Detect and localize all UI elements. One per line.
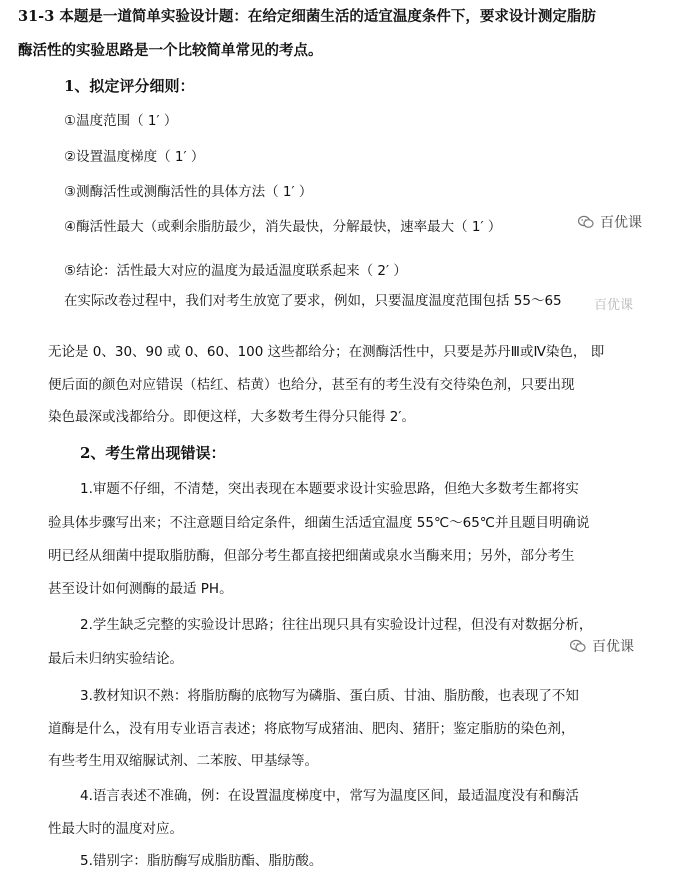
error3-line-1: 3.教材知识不熟：将脂肪酶的底物写为磷脂、蛋白质、甘油、脂肪酸，也表现了不知 [80, 688, 579, 704]
watermark-text: 百优课 [592, 639, 634, 655]
score-item-4: ④酶活性最大（或剩余脂肪最少，消失最快，分解最快，速率最大（ 1′ ） [64, 219, 502, 235]
error1-line-2: 验具体步骤写出来；不注意题目给定条件，细菌生活适宜温度 55℃～65℃并且题目明确说 [48, 515, 590, 531]
para1-line-3: 便后面的颜色对应错误（桔红、桔黄）也给分，甚至有的考生没有交待染色剂，只要出现 [48, 377, 575, 393]
error3-line-2: 道酶是什么，没有用专业语言表述；将底物写成猪油、肥肉、猪肝；鉴定脂肪的染色剂， [48, 721, 575, 737]
error5-line: 5.错别字：脂肪酶写成脂肪酯、脂肪酸。 [80, 853, 323, 869]
watermark-text: 百优课 [600, 215, 642, 231]
error4-line-2: 性最大时的温度对应。 [48, 821, 183, 837]
error1-line-1: 1.审题不仔细，不清楚，突出表现在本题要求设计实验思路，但绝大多数考生都将实 [80, 481, 579, 497]
error3-line-3: 有些考生用双缩脲试剂、二苯胺、甲基绿等。 [48, 753, 318, 769]
intro-line-1: 31-3 本题是一道简单实验设计题：在给定细菌生活的适宜温度条件下，要求设计测定脂肪 [18, 8, 596, 25]
score-item-5: ⑤结论：活性最大对应的温度为最适温度联系起来（ 2′ ） [64, 263, 407, 279]
watermark-top [578, 212, 642, 232]
para1-line-1: 在实际改卷过程中，我们对考生放宽了要求，例如，只要温度温度范围包括 55～65 [64, 293, 562, 309]
error4-line-1: 4.语言表述不准确，例：在设置温度梯度中，常写为温度区间，最适温度没有和酶活 [80, 788, 579, 804]
error1-line-4: 甚至设计如何测酶的最适 PH。 [48, 581, 233, 597]
para1-line-2: 无论是 0、30、90 或 0、60、100 这些都给分；在测酶活性中，只要是苏丹Ⅲ或Ⅳ染色， 即 [48, 344, 605, 360]
score-item-2: ②设置温度梯度（ 1′ ） [64, 149, 205, 165]
section2-heading: 2、考生常出现错误： [80, 444, 226, 462]
wechat-icon [570, 639, 586, 653]
para1-line-4: 染色最深或浅都给分。即便这样，大多数考生得分只能得 2′。 [48, 409, 415, 425]
wechat-icon [578, 215, 594, 229]
overlap-watermark: 百优课 [594, 298, 634, 313]
error2-line-1: 2.学生缺乏完整的实验设计思路；往往出现只具有实验设计过程，但没有对数据分析， [80, 617, 593, 633]
watermark-middle [570, 636, 634, 656]
score-item-1: ①温度范围（ 1′ ） [64, 113, 178, 129]
error2-line-2: 最后未归纳实验结论。 [48, 651, 183, 667]
section1-heading: 1、拟定评分细则： [64, 77, 195, 95]
error1-line-3: 明已经从细菌中提取脂肪酶，但部分考生都直接把细菌或泉水当酶来用；另外，部分考生 [48, 548, 575, 564]
intro-line-2: 酶活性的实验思路是一个比较简单常见的考点。 [18, 42, 323, 59]
score-item-3: ③测酶活性或测酶活性的具体方法（ 1′ ） [64, 184, 313, 200]
